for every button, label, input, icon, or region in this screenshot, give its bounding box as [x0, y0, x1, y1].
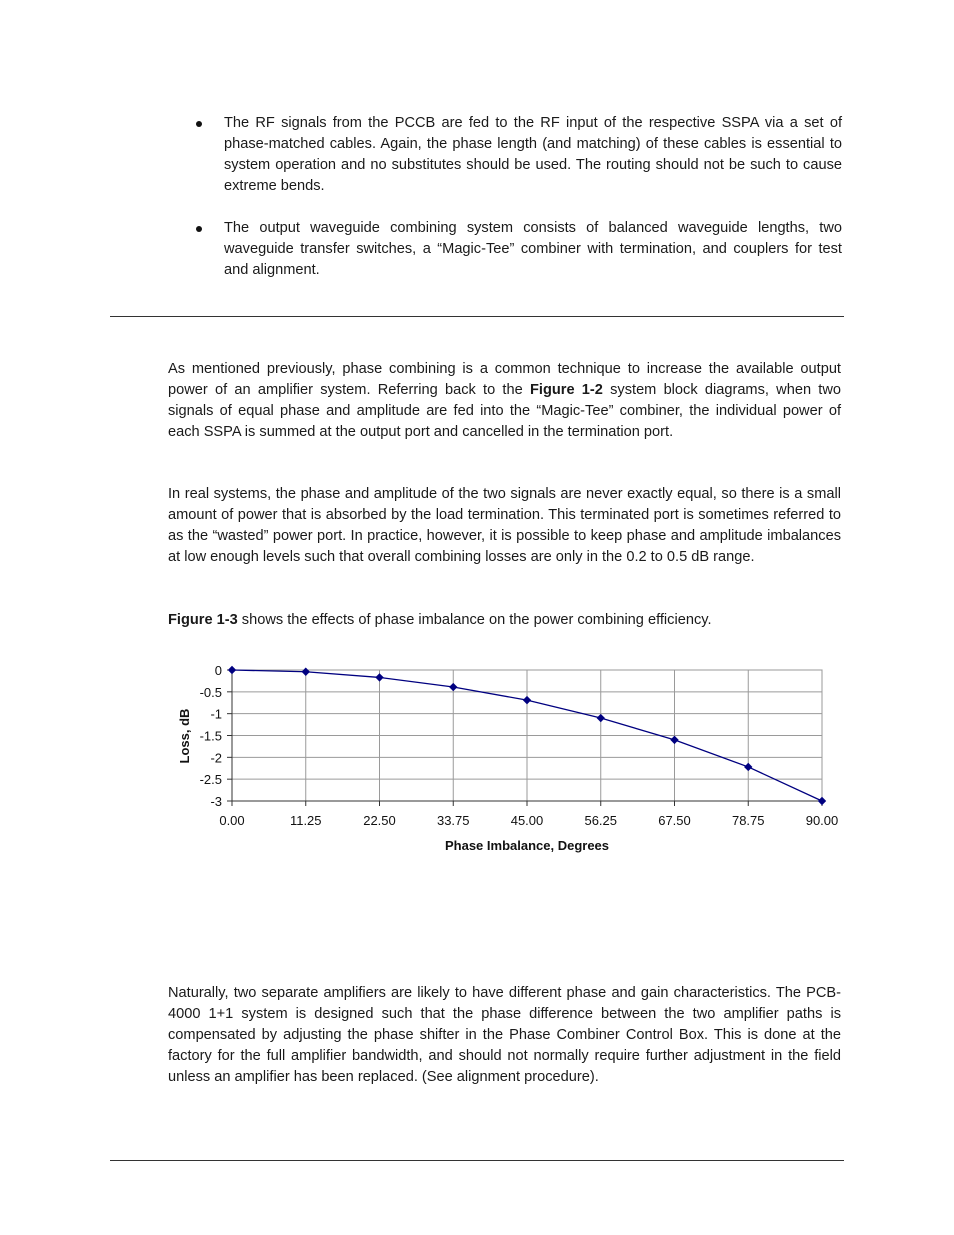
y-tick-label: -2.5 [199, 772, 222, 788]
y-tick-label: -0.5 [199, 684, 222, 700]
x-axis-label: Phase Imbalance, Degrees [444, 838, 610, 853]
y-tick-label: 0 [214, 663, 222, 678]
y-tick-label: -2 [210, 750, 222, 766]
paragraph-text: In real systems, the phase and amplitude of the two signals are never exactly equal, so there is a small amount of power that is absorbed by the load termination. This terminated port is sometimes referred to as the “wasted” power port. In practice, however, it is possible to keep phase and amplitude imbalances at low enough levels such that overall combining losses are only in the 0.2 to 0.5 dB range. [168, 486, 841, 565]
y-tick-label: -3 [210, 794, 222, 809]
bullet-text: The RF signals from the PCCB are fed to the RF input of the respective SSPA via a set of phase-matched cables. Again, the phase length (and matching) of these cables is essential to system operation and no substitutes should be used. The routing should not be such to cause extreme bends. [224, 115, 842, 194]
paragraph-text: system block diagrams, when two signals of equal phase and amplitude are fed into the “Magic-Tee” combiner, the individual power of each SSPA is summed at the output port and cancelled in the termination port. [168, 382, 842, 440]
bullet-text: The output waveguide combining system consists of balanced waveguide lengths, two waveguide transfer switches, a “Magic-Tee” combiner with termination, and couplers for test and alignment. [224, 220, 842, 278]
y-tick-label: -1.5 [199, 728, 222, 744]
x-tick-label: 33.75 [436, 813, 470, 828]
x-tick-label: 45.00 [510, 813, 544, 828]
x-tick-label: 22.50 [363, 813, 396, 828]
x-tick-label: 67.50 [658, 813, 691, 828]
paragraph-naturally [168, 983, 841, 1088]
paragraph-text: Naturally, two separate amplifiers are likely to have different phase and gain characteristics. The PCB-4000 1+1 system is designed such that the phase difference between the two amplifier paths is compensated by adjusting the phase shifter in the Phase Combiner Control Box. This is done at the factory for the full amplifier bandwidth, and should not normally require further adjustment in the field unless an amplifier has been replaced. (See alignment procedure). [168, 985, 841, 1085]
figure-reference: Figure 1-2 [529, 382, 603, 398]
y-axis-label: Loss, dB [177, 708, 192, 764]
x-tick-label: 56.25 [584, 813, 618, 828]
x-tick-label: 11.25 [289, 813, 322, 828]
figure-reference: Figure 1-3 [168, 612, 238, 628]
footer-divider [110, 1160, 844, 1161]
x-tick-label: 0.00 [219, 813, 245, 828]
paragraph-text: As mentioned previously, phase combining is a common technique to increase the available output power of an amplifier system. Referring back to the [168, 361, 841, 398]
x-tick-label: 78.75 [731, 813, 765, 828]
y-tick-label: -1 [210, 706, 222, 722]
x-tick-label: 90.00 [805, 813, 839, 828]
paragraph-text: shows the effects of phase imbalance on the power combining efficiency. [237, 612, 712, 628]
